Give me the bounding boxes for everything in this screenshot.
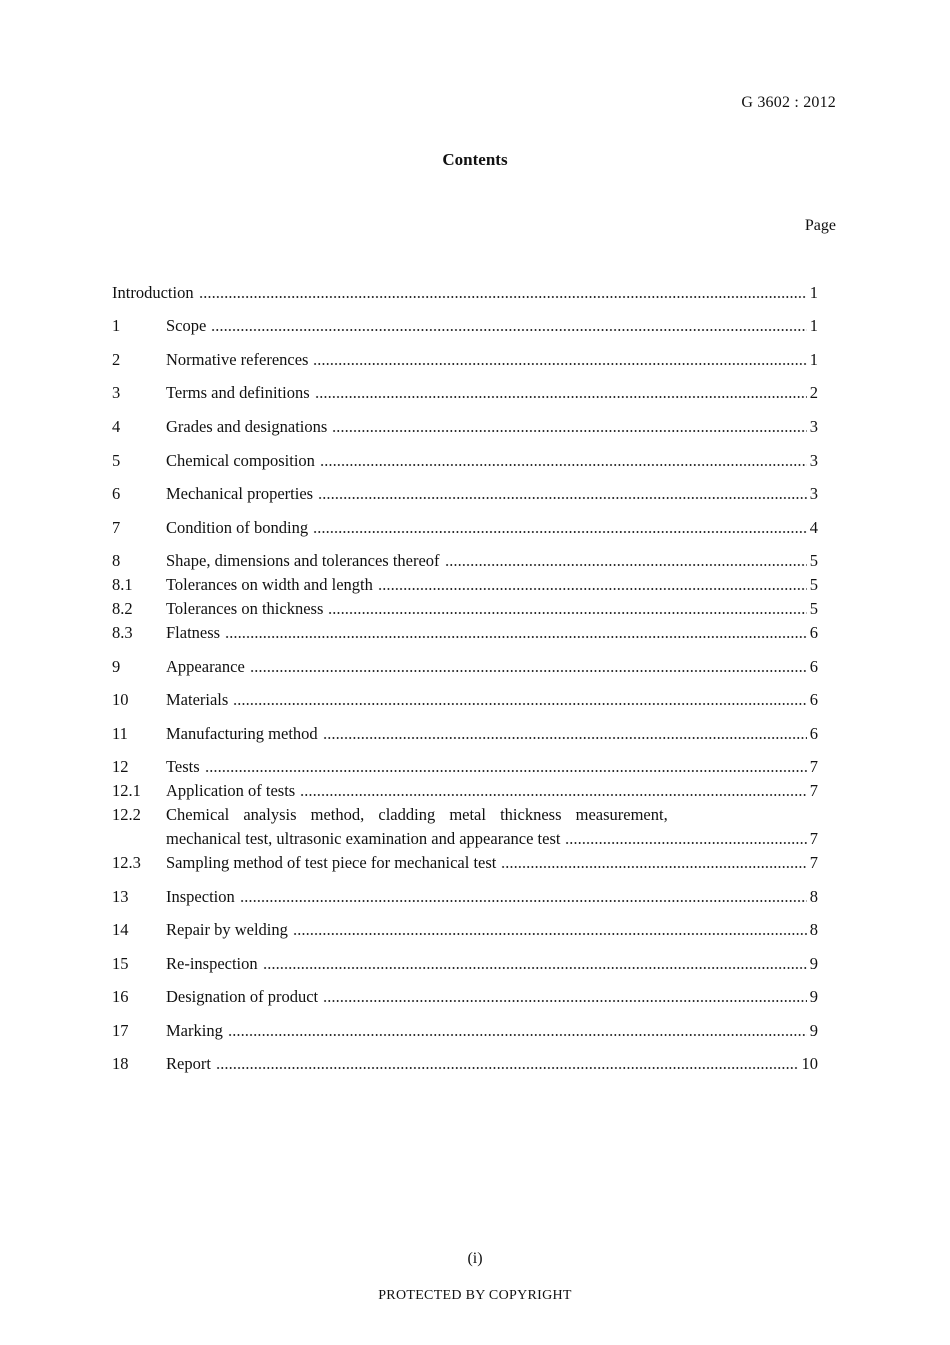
- dot-leader: [445, 564, 807, 566]
- toc-entry[interactable]: [112, 953, 818, 975]
- dot-leader: [228, 1034, 807, 1036]
- toc-entry-title: Sampling method of test piece for mechanical test: [166, 853, 497, 872]
- toc-entry-title: Tolerances on width and length: [166, 575, 373, 594]
- toc-entry-page: 4: [809, 518, 818, 537]
- dot-leader: [250, 670, 807, 672]
- toc-entry-page: 6: [809, 657, 818, 676]
- toc-entry-page: 3: [809, 484, 818, 503]
- toc-entry-number: 8.1: [112, 575, 133, 594]
- toc-entry-title: Chemical composition: [166, 451, 315, 470]
- dot-leader: [240, 900, 807, 902]
- toc-entry-page: 10: [801, 1054, 818, 1073]
- toc-entry[interactable]: [112, 1020, 818, 1042]
- toc-entry[interactable]: [112, 689, 818, 711]
- toc-entry[interactable]: [112, 1053, 818, 1075]
- toc-entry-page: 5: [809, 599, 818, 618]
- toc-entry-number: 17: [112, 1021, 129, 1040]
- toc-entry-number: 16: [112, 987, 129, 1006]
- standard-code: G 3602 : 2012: [741, 94, 836, 111]
- toc-entry-title: Flatness: [166, 623, 221, 642]
- toc-entry-title: Scope: [166, 316, 207, 335]
- toc-entry[interactable]: [112, 483, 818, 505]
- toc-entry-number: 13: [112, 887, 129, 906]
- toc-entry-number: 8.3: [112, 623, 133, 642]
- toc-entry[interactable]: [112, 382, 818, 404]
- toc-entry-continuation[interactable]: [112, 828, 818, 850]
- toc-entry-number: 18: [112, 1054, 129, 1073]
- toc-entry[interactable]: [112, 780, 818, 802]
- toc-entry-title: Designation of product: [166, 987, 319, 1006]
- page-number: (i): [467, 1250, 483, 1267]
- toc-entry-title: Inspection: [166, 887, 235, 906]
- toc-entry-number: 2: [112, 350, 121, 369]
- toc-entry[interactable]: [112, 986, 818, 1008]
- toc-entry[interactable]: [112, 756, 818, 778]
- toc-entry[interactable]: [112, 598, 818, 620]
- toc-entry-number: 7: [112, 518, 121, 537]
- dot-leader: [332, 430, 806, 432]
- toc-entry-page: 9: [809, 987, 818, 1006]
- toc-entry-page: 7: [809, 757, 818, 776]
- toc-entry-title: Tests: [166, 757, 200, 776]
- dot-leader: [313, 363, 806, 365]
- toc-entry-title: Normative references: [166, 350, 309, 369]
- toc-entry-page: 5: [809, 575, 818, 594]
- dot-leader: [501, 866, 806, 868]
- toc-entry-number: 12.2: [112, 805, 141, 824]
- dot-leader: [378, 588, 807, 590]
- toc-entry-page: 6: [809, 724, 818, 743]
- toc-entry-title: Application of tests: [166, 781, 296, 800]
- toc-entry-number: 9: [112, 657, 121, 676]
- toc-entry-title: Report: [166, 1054, 211, 1073]
- toc-entry-page: 1: [809, 350, 818, 369]
- toc-entry[interactable]: [112, 919, 818, 941]
- toc-entry-title: Shape, dimensions and tolerances thereof: [166, 551, 440, 570]
- dot-leader: [205, 770, 807, 772]
- toc-entry-number: 5: [112, 451, 121, 470]
- toc-entry-number: 11: [112, 724, 128, 743]
- toc-entry-page: 7: [809, 781, 818, 800]
- dot-leader: [320, 464, 807, 466]
- toc-entry[interactable]: [112, 416, 818, 438]
- toc-entry-title: Introduction: [112, 283, 194, 302]
- toc-entry[interactable]: [112, 622, 818, 644]
- dot-leader: [565, 842, 806, 844]
- toc-entry-number: 12.1: [112, 781, 141, 800]
- dot-leader: [216, 1067, 799, 1069]
- dot-leader: [313, 531, 807, 533]
- toc-entry[interactable]: [112, 852, 818, 874]
- dot-leader: [300, 794, 807, 796]
- toc-entry-title: mechanical test, ultrasonic examination and appearance test: [166, 829, 561, 848]
- toc-entry-page: 5: [809, 551, 818, 570]
- toc-entry-page: 3: [809, 417, 818, 436]
- dot-leader: [318, 497, 807, 499]
- toc-entry-title: Re-inspection: [166, 954, 258, 973]
- toc-entry-number: 4: [112, 417, 121, 436]
- toc-entry-title: Terms and definitions: [166, 383, 310, 402]
- toc-entry[interactable]: [112, 574, 818, 596]
- page-title: Contents: [442, 150, 508, 169]
- toc-entry-page: 1: [809, 283, 818, 302]
- toc-entry-number: 3: [112, 383, 121, 402]
- toc-entry-number: 12: [112, 757, 129, 776]
- toc-entry-title: Marking: [166, 1021, 223, 1040]
- toc-entry[interactable]: [112, 517, 818, 539]
- toc-entry-title: Mechanical properties: [166, 484, 314, 503]
- toc-entry-title: Tolerances on thickness: [166, 599, 324, 618]
- toc-entry-number: 15: [112, 954, 129, 973]
- toc-entry-page: 6: [809, 623, 818, 642]
- toc-entry-title: Appearance: [166, 657, 245, 676]
- toc-entry[interactable]: [112, 450, 818, 472]
- dot-leader: [263, 967, 807, 969]
- toc-entry-title: Materials: [166, 690, 229, 709]
- toc-entry-introduction[interactable]: [112, 282, 818, 304]
- toc-entry-number: 12.3: [112, 853, 141, 872]
- toc-entry[interactable]: [112, 550, 818, 572]
- toc-entry-page: 7: [809, 853, 818, 872]
- toc-entry-number: 1: [112, 316, 121, 335]
- toc-entry[interactable]: [112, 349, 818, 371]
- toc-entry-title: Condition of bonding: [166, 518, 309, 537]
- dot-leader: [315, 396, 807, 398]
- toc-entry-page: 6: [809, 690, 818, 709]
- toc-entry[interactable]: [112, 804, 818, 826]
- toc-entry-number: 6: [112, 484, 121, 503]
- dot-leader: [323, 737, 807, 739]
- toc-entry-number: 8.2: [112, 599, 133, 618]
- dot-leader: [323, 1000, 807, 1002]
- toc-entry-page: 7: [809, 829, 818, 848]
- toc-entry[interactable]: [112, 656, 818, 678]
- toc-entry-page: 3: [809, 451, 818, 470]
- toc-entry-number: 14: [112, 920, 129, 939]
- toc-entry-number: 10: [112, 690, 129, 709]
- dot-leader: [225, 636, 807, 638]
- page-column-label: Page: [804, 217, 836, 234]
- dot-leader: [199, 296, 807, 298]
- toc-entry-title: Repair by welding: [166, 920, 288, 939]
- toc-entry-page: 8: [809, 887, 818, 906]
- toc-entry-page: 9: [809, 1021, 818, 1040]
- toc-entry-title: Grades and designations: [166, 417, 328, 436]
- dot-leader: [293, 933, 807, 935]
- toc-entry-title: Manufacturing method: [166, 724, 318, 743]
- toc-entry[interactable]: [112, 315, 818, 337]
- dot-leader: [233, 703, 806, 705]
- copyright-notice: PROTECTED BY COPYRIGHT: [378, 1288, 572, 1303]
- toc-entry-page: 9: [809, 954, 818, 973]
- toc-entry[interactable]: [112, 886, 818, 908]
- dot-leader: [211, 329, 806, 331]
- toc-entry-number: 8: [112, 551, 121, 570]
- toc-entry[interactable]: [112, 723, 818, 745]
- toc-entry-page: 2: [809, 383, 818, 402]
- toc-entry-title: Chemical analysis method, cladding metal thickness measurement,: [166, 805, 668, 824]
- dot-leader: [328, 612, 806, 614]
- toc-entry-page: 1: [809, 316, 818, 335]
- toc-entry-page: 8: [809, 920, 818, 939]
